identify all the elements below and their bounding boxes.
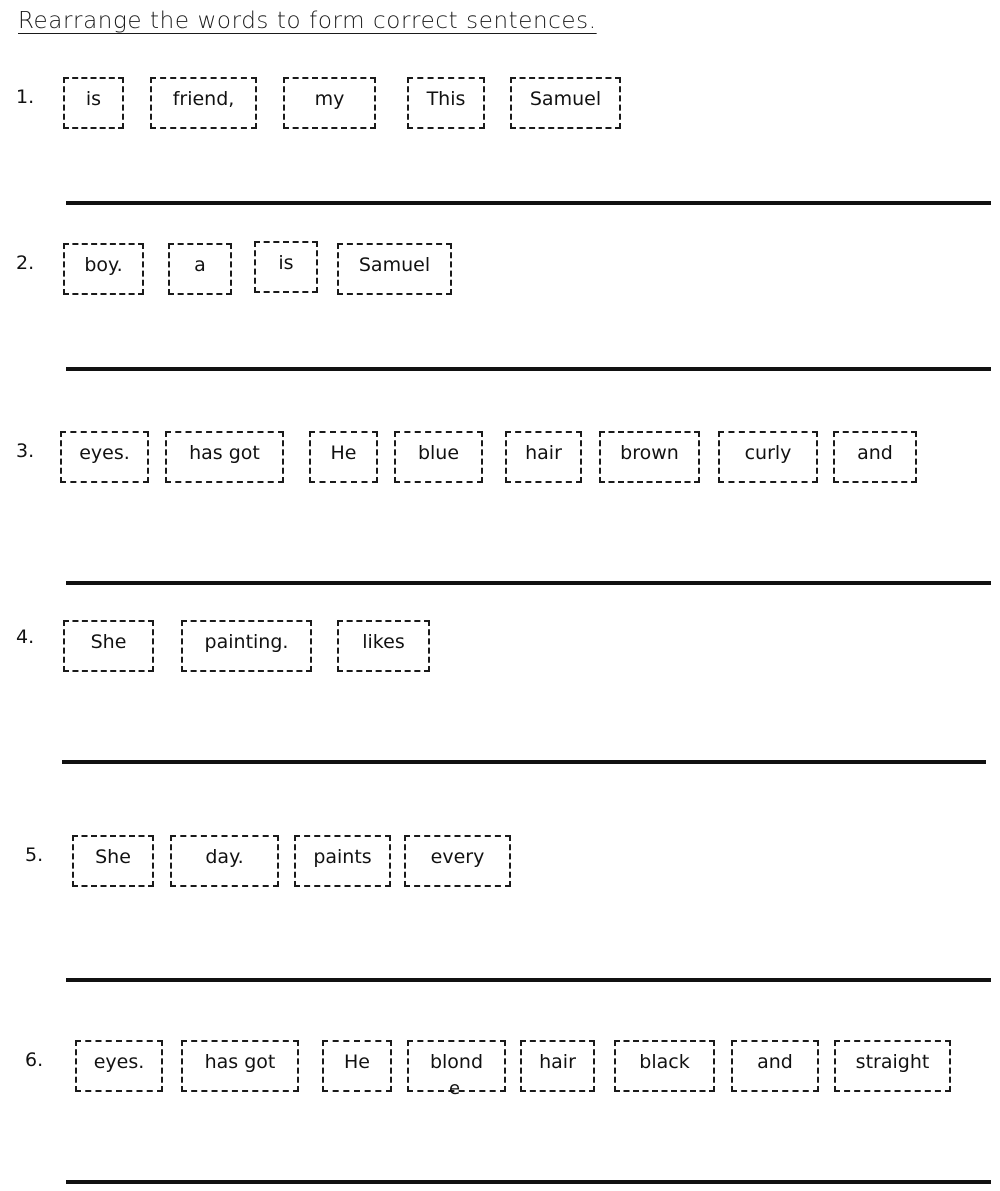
word-card-she[interactable]: She bbox=[72, 835, 154, 887]
word-card-eyes[interactable]: eyes. bbox=[75, 1040, 163, 1092]
word-card-is[interactable]: is bbox=[63, 77, 124, 129]
answer-line[interactable] bbox=[66, 201, 991, 205]
word-card-and[interactable]: and bbox=[731, 1040, 819, 1092]
word-card-friend[interactable]: friend, bbox=[150, 77, 257, 129]
word-card-he[interactable]: He bbox=[309, 431, 378, 483]
word-card-eyes[interactable]: eyes. bbox=[60, 431, 149, 483]
answer-line[interactable] bbox=[66, 367, 991, 371]
word-card-blond[interactable]: blond bbox=[407, 1040, 506, 1092]
word-card-this[interactable]: This bbox=[407, 77, 485, 129]
word-card-brown[interactable]: brown bbox=[599, 431, 700, 483]
word-card-my[interactable]: my bbox=[283, 77, 376, 129]
word-card-straight[interactable]: straight bbox=[834, 1040, 951, 1092]
exercise-number: 2. bbox=[16, 252, 35, 274]
exercise-number: 1. bbox=[16, 86, 35, 108]
exercise-number: 4. bbox=[16, 626, 35, 648]
word-card-has-got[interactable]: has got bbox=[165, 431, 284, 483]
instruction-heading: Rearrange the words to form correct sentences. bbox=[18, 8, 597, 34]
word-card-likes[interactable]: likes bbox=[337, 620, 430, 672]
word-card-hair[interactable]: hair bbox=[520, 1040, 595, 1092]
answer-line[interactable] bbox=[66, 1180, 991, 1184]
word-card-is[interactable]: is bbox=[254, 241, 318, 293]
exercise-number: 5. bbox=[25, 844, 44, 866]
answer-line[interactable] bbox=[62, 760, 986, 764]
answer-line[interactable] bbox=[66, 978, 991, 982]
word-card-every[interactable]: every bbox=[404, 835, 511, 887]
word-card-samuel[interactable]: Samuel bbox=[510, 77, 621, 129]
stray-letter-mark: e bbox=[449, 1078, 461, 1099]
word-card-and[interactable]: and bbox=[833, 431, 917, 483]
word-card-paints[interactable]: paints bbox=[294, 835, 391, 887]
word-card-he[interactable]: He bbox=[322, 1040, 392, 1092]
word-card-black[interactable]: black bbox=[614, 1040, 715, 1092]
word-card-hair[interactable]: hair bbox=[505, 431, 582, 483]
word-card-blue[interactable]: blue bbox=[394, 431, 483, 483]
word-card-she[interactable]: She bbox=[63, 620, 154, 672]
word-card-boy[interactable]: boy. bbox=[63, 243, 144, 295]
exercise-number: 3. bbox=[16, 440, 35, 462]
word-card-a[interactable]: a bbox=[168, 243, 232, 295]
word-card-samuel[interactable]: Samuel bbox=[337, 243, 452, 295]
exercise-number: 6. bbox=[25, 1049, 44, 1071]
answer-line[interactable] bbox=[66, 581, 991, 585]
word-card-has-got[interactable]: has got bbox=[181, 1040, 299, 1092]
word-card-day[interactable]: day. bbox=[170, 835, 279, 887]
word-card-curly[interactable]: curly bbox=[718, 431, 818, 483]
word-card-painting[interactable]: painting. bbox=[181, 620, 312, 672]
